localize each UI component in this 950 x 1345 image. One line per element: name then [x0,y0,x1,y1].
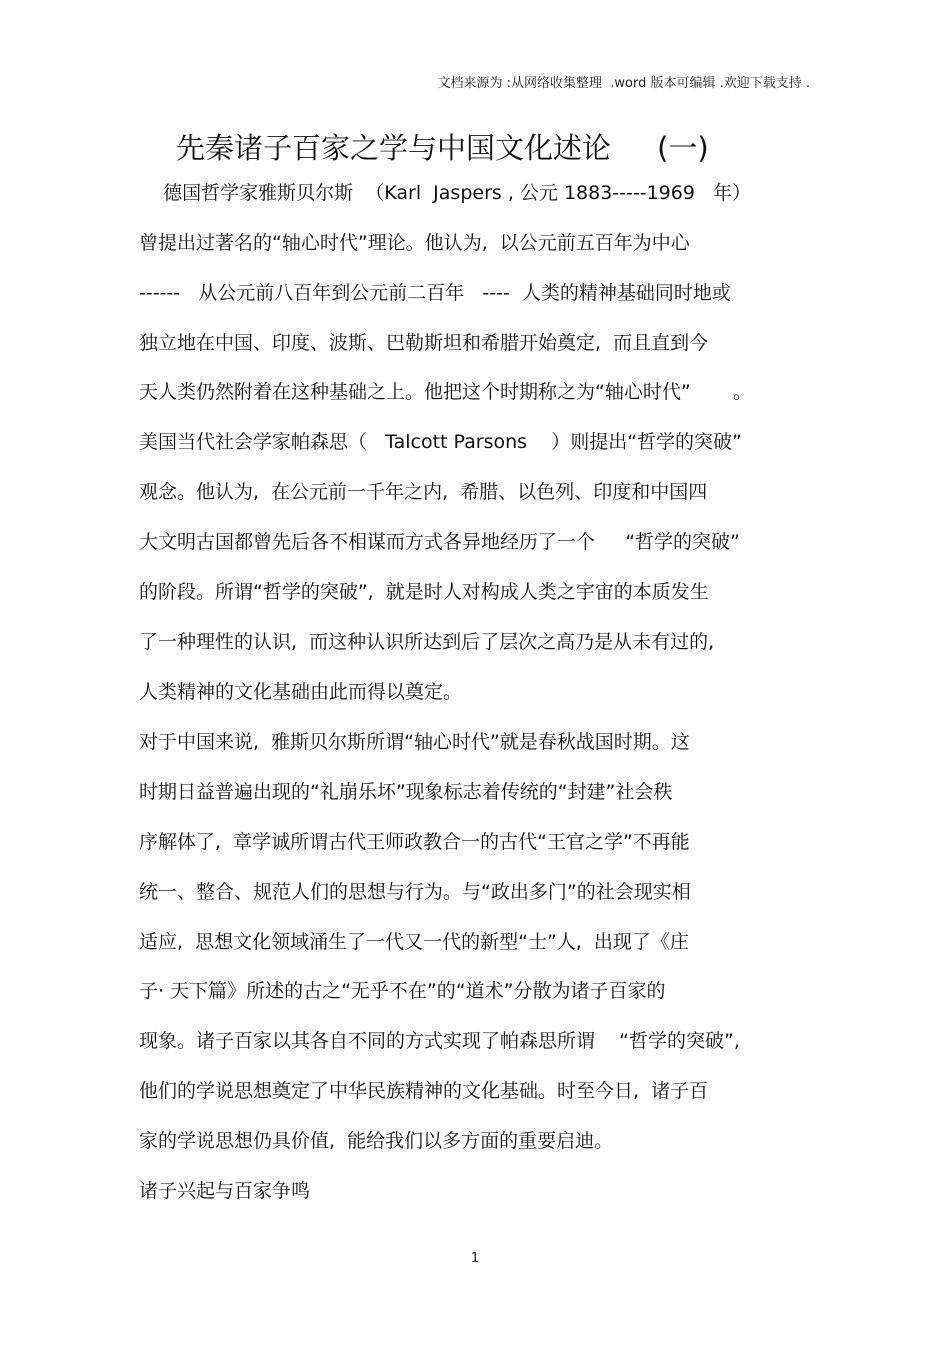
body-line: 现象。诸子百家以其各自不同的方式实现了帕森思所谓 “哲学的突破”, [139,1030,740,1052]
document-title: 先秦诸子百家之学与中国文化述论 (一) [176,131,709,165]
body-line: 观念。他认为, 在公元前一千年之内, 希腊、以色列、印度和中国四 [139,481,708,503]
body-line: 他们的学说思想奠定了中华民族精神的文化基础。时至今日, 诸子百 [139,1080,709,1102]
body-line: 人类精神的文化基础由此而得以奠定。 [139,681,463,703]
body-line: 德国哲学家雅斯贝尔斯 （Karl Jaspers , 公元 1883-----1969 年） [139,182,752,204]
body-line: 天人类仍然附着在这种基础之上。他把这个时期称之为“轴心时代” 。 [139,381,752,403]
body-line: ------ 从公元前八百年到公元前二百年 ---- 人类的精神基础同时地或 [139,282,731,304]
body-line: 统一、整合、规范人们的思想与行为。与“政出多门”的社会现实相 [139,881,691,903]
body-line: 独立地在中国、印度、波斯、巴勒斯坦和希腊开始奠定, 而且直到今 [139,332,709,354]
page-number: 1 [470,1251,480,1266]
body-line: 时期日益普遍出现的“礼崩乐坏”现象标志着传统的“封建”社会秩 [139,781,673,803]
body-line: 的阶段。所谓“哲学的突破”, 就是时人对构成人类之宇宙的本质发生 [139,581,709,603]
body-line: 序解体了, 章学诚所谓古代王师政教合一的古代“王官之学”不再能 [139,831,690,853]
body-line: 了一种理性的认识, 而这种认识所达到后了层次之高乃是从未有过的, [139,631,715,653]
page-header: 文档来源为 :从网络收集整理 .word 版本可编辑 .欢迎下载支持 . [437,76,810,91]
body-line: 曾提出过著名的“轴心时代”理论。他认为, 以公元前五百年为中心 [139,232,690,254]
body-line: 家的学说思想仍具价值, 能给我们以多方面的重要启迪。 [139,1130,614,1152]
body-line: 大文明古国都曾先后各不相谋而方式各异地经历了一个 “哲学的突破” [139,531,740,553]
body-line: 子· 天下篇》所述的古之“无乎不在”的“道术”分散为诸子百家的 [139,980,666,1002]
body-line: 美国当代社会学家帕森思（ Talcott Parsons ）则提出“哲学的突破” [139,431,742,453]
body-line: 适应, 思想文化领域涌生了一代又一代的新型“士”人, 出现了《庄 [139,931,689,953]
section-heading: 诸子兴起与百家争鸣 [139,1180,311,1202]
body-line: 对于中国来说, 雅斯贝尔斯所谓“轴心时代”就是春秋战国时期。这 [139,731,690,753]
